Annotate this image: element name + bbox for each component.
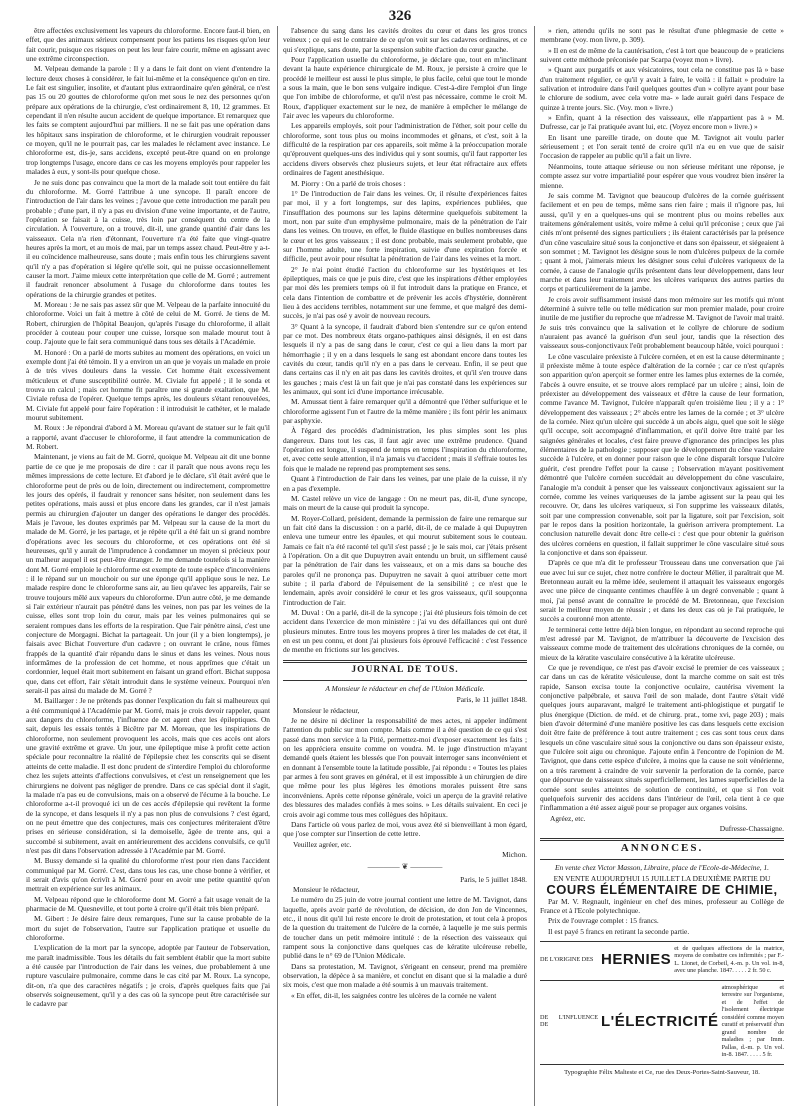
- paragraph: Je ne suis donc pas convaincu que la mort de la malade soit tout entière du fait du chloroforme. M. Gorré l'attribue à une syncope. Il paraît encore de l'introduction de l'air dans les veines ; j'avoue que cette introduction me paraît peu probable ; d'une part, il n'y a pas eu division d'une veine importante, et de l'autre, l'opération se faisait à la cuisse, très loin par conséquent du centre de la circulation. À l'ouverture, on a trouvé, dit-il, une grande quantité d'air dans les vaisseaux. Cela n'a rien d'étonnant, l'ouverture n'a été faite que vingt-quatre heures après la mort, et au mois de mai, par un temps assez chaud. Peut-être y a-t-il eu coïncidence malheureuse, sans doute ; mais enfin tous les chirurgiens savent qu'il n'y a pas d'opération si légère qu'elle soit, qui ne puisse occasionnellement causer la mort. J'aime mieux cette interprétation que celle de M. Gorré ; autrement il faudrait renoncer absolument à l'usage du chloroforme dans toutes les opérations de la chirurgie grandes et petites.: [26, 177, 270, 299]
- paragraph: Je ne désire ni décliner la responsabilité de mes actes, ni appeler indûment l'attention du public sur mon compte. Mais comme il a été question de ce qui s'est passé dans mon service à la Pitié, permettez-moi d'exposer exactement les faits ; on les appréciera ensuite comme on voudra. M. le juge d'instruction m'ayant demandé quels étaient les blessés que l'on pouvait interroger sans inconvénient et en donnant à l'ensemble toute la latitude possible, j'ai répondu : « Toutes les plaies par armes à feu sont graves en général, et il est impossible à un chirurgien de dire que même pour les plus légères les émotions morales puissent être sans inconvéniens. Après cette réponse générale, voici un aperçu de la gravité relative des blessures des malades confiés à mes soins. » Les détails suivaient. En ceci je crois avoir agi comme tous mes collègues des hôpitaux.: [283, 716, 527, 819]
- paragraph: 2° Je n'ai point étudié l'action du chloroforme sur les hystériques et les épileptiques, mais ce que je puis dire, c'est que les inspirations d'éther employées par moi dès les premiers temps où il fut introduit dans la pratique en France, et cela dans l'intention de combattre et de prévenir les accès d'hystérie, donnèrent lieu à des accidens terribles, notamment sur une femme, et que malgré des demi-succès, je n'ai pas osé y avoir de nouveau recours.: [283, 264, 527, 321]
- annonces-title: ANNONCES.: [620, 842, 704, 855]
- column-rule-2: [534, 26, 535, 1106]
- paragraph: 3° Quant à la syncope, il faudrait d'abord bien s'entendre sur ce qu'on entend par ce mot. Des nombreux états organo-pathiques ainsi désignés, il en est dans lesquels il n'y a pas de sang dans le cœur, c'est ce qui a lieu dans la mort par hémorrhagie ; il y en a dans lesquels le sang est abondant encore dans toutes les cavités du cœur, tandis qu'il n'y en a pas dans le cerveau. Enfin, il se peut que dans certains cas il n'y en ait pas dans les cavités droites, et qu'il s'en trouve dans les gauches ; mais c'est là un fait que je n'ai pas constaté dans les expériences sur les animaux, qui sont ici d'une importance irrécusable.: [283, 321, 527, 397]
- page-number: 326: [388, 8, 412, 24]
- annonces-author: Par M. V. Regnault, ingénieur en chef des mines, professeur au Collège de France et à l'Ecole polytechnique.: [540, 896, 784, 915]
- ad-hernies-prefix: DE L'ORIGINE DES: [540, 956, 594, 964]
- ad-electricite-details: atmosphérique et terrestre sur l'organisme, et de l'effet de l'isolement électrique considéré comme moyen curatif et préservatif d'un grand nombre de maladies ; par Imm. Pallas, d.-m. p. Un vol. in-8. 1847. . . . . 5 fr.: [721, 983, 784, 1059]
- annonces-sale-line: EN VENTE AUJOURD'HUI 15 JUILLET LA DEUXIÈME PARTIE DU: [553, 873, 771, 883]
- paragraph: M. Roux : Je répondrai d'abord à M. Moreau qu'avant de statuer sur le fait qu'il a rapporté, avant d'accuser le chloroforme, il faut attendre la communication de M. Robert.: [26, 423, 270, 452]
- letter-body: [283, 716, 527, 838]
- letter-closing: Veuillez agréer, etc.: [293, 839, 352, 849]
- paragraph: » Enfin, quant à la résection des vaisseaux, elle n'appartient pas à » M. Dufresse, car je l'ai pratiquée avant lui, etc. (Voyez encore mon » livre.) »: [540, 113, 784, 132]
- paragraph: être affectées exclusivement les vapeurs du chloroforme. Encore faut-il bien, en effet, que des animaux sérieux compensent pour les patiens les risques qu'on leur fait courir, puisque ces risques on peut les leur faire courir, même en agissant avec une extrême circonspection.: [26, 26, 270, 64]
- paragraph: M. Baillarger : Je ne prétends pas donner l'explication du fait si malheureux qui a été communiqué à l'Académie par M. Gorré, mais je crois devoir rappeler, quant aux dangers du chloroforme, l'influence de cet agent chez les épileptiques. On sait, depuis les essais tentés à Bicêtre par M. Moreau, que les inspirations de chloroforme, non seulement provoquent les accès, mais que ces accès ont alors une gravité extrême et grave. Un jour, une épileptique mise à profit cette action spéciale pour reconnaître la réalité de l'épilepsie chez les conscrits qui se disent atteints de cette maladie. Il est donc prudent de s'interdire l'emploi du chloroforme chez les sujets atteints d'affections convulsives, et c'est un renseignement que les chirurgiens ne doivent pas négliger de prendre. Dans ce cas spécial dont il s'agit, la malade n'a pas eu de convulsions, mais on a observé de l'écume à la bouche. Le chloroforme a-t-il provoqué ici un de ces accès d'épilepsie qui revêtent la forme de la syncope, et dans lesquels il n'y a pas non plus de convulsions ? c'est égard, on ne peut émettre que des conjectures, mais ces conjectures mériteraient d'être prises en sérieuse considération, si la demoiselle, âgée de trente ans, qui a succombé si subitement, avait en antérieurement des accidens convulsifs, ce qu'il n'est pas dit dans l'observation adressée à l'Académie par M. Gorré.: [26, 696, 270, 855]
- paragraph: Je crois avoir suffisamment insisté dans mon mémoire sur les motifs qui m'ont déterminé à suivre telle ou telle médication sur mon premier malade, pour croire inutile de me justifier du reproche que m'adresse M. Tavignot de l'avoir mal traité. Je suis très convaincu que la salivation et le collyre de chlorure de sodium n'auraient pas avancé la guérison d'un seul jour, tandis que la résection des vaisseaux sous-conjonctivaux l'eût probablement beaucoup hâtée, voici pourquoi :: [540, 294, 784, 351]
- paragraph: M. Velpeau demande la parole : Il y a dans le fait dont on vient d'entendre la lecture deux choses à considérer, le fait lui-même et la conséquence qu'on en tire. Le fait est singulier, insolite, et d'autant plus extraordinaire qu'en général, ce n'est pas 15 ou 20 gouttes de chloroforme qu'on met sous le nez des personnes qu'on prépare aux opérations de la chirurgie, c'est ordinairement 8, 10, 12 grammes. Et cependant il n'en résulte aucun accident de quelque importance. Et remarquez que les faits se comptent aujourd'hui par milliers. Il ne se fait pas une opération dans les hôpitaux sans inspiration de chloroforme, et le chirurgien voudrait repousser ce moyen, qu'il ne le pourrait pas, car les malades le réclament avec instance. Le chloroforme est, dis-je, sans accidens, excepté peut-être quand on en prolonge trop longtemps l'usage, encore dans ce cas les moyens employés pour rappeler les malades à eux, y sont-ils pour quelque chose.: [26, 64, 270, 177]
- annonces-price-part: Il est payé 5 francs en retirant la seconde partie.: [548, 926, 690, 936]
- column-rule-1: [277, 26, 278, 1106]
- paragraph: L'explication de la mort par la syncope, adoptée par l'auteur de l'observation, me paraît inadmissible. Tous les détails du fait semblent établir que la mort subite a été causée par l'introduction de l'air dans les veines, due probablement à une rupture vasculaire pulmonaire, comme dans le cas cité par M. Roux. La syncope, dit-on, n'a que des caractères négatifs ; je crois, d'après quelques faits que j'ai observés soigneusement, qu'il y a des cas où la syncope peut être caractérisée sur le cadavre par: [26, 943, 270, 1009]
- printer-imprint: Typographie Félix Malteste et Ce, rue des Deux-Portes-Saint-Sauveur, 18.: [564, 1068, 760, 1076]
- paragraph: M. Moreau : Je ne sais pas assez sûr que M. Velpeau de la parfaite innocuité du chloroforme. Voici un fait à mettre à côté de celui de M. Gorré. Je tiens de M. Robert, chirurgien de l'hôpital Beaujon, qu'après l'usage du chloroforme, il allait procéder à couteau pour couper une cuisse, lorsque son malade mourut tout à coup. J'ajoute que le fait sera communiqué dans tous ses détails à l'Académie.: [26, 299, 270, 347]
- letter-address: A Monsieur le rédacteur en chef de l'Union Médicale.: [325, 684, 485, 694]
- ad-rule-3: [540, 1064, 784, 1065]
- paragraph: l'absence du sang dans les cavités droites du cœur et dans les gros troncs veineux ; ce qui est le contraire de ce qu'on voit sur les cadavres ordinaires, et ce qui s'explique, sans doute, par la suspension subite d'action du cœur gauche.: [283, 26, 527, 54]
- paragraph: À l'égard des procédés d'administration, les plus simples sont les plus dangereux. Dans tout les cas, il faut agir avec une extrême prudence. Quand l'opération est longue, il suspend de temps en temps l'inspiration du chloroforme, et, avec cette seule attention, il n'a jamais vu d'accident ; mais il s'effraie toutes les fois que le malade ne reprend pas promptement ses sens.: [283, 426, 527, 473]
- letter2-body: [283, 895, 527, 1000]
- letter-signature: Michon.: [502, 849, 527, 859]
- paragraph: Néanmoins, toute attaque sérieuse ou non sérieuse méritant une réponse, je compte assez sur votre impartialité pour espérer que vous voudrez bien insérer la mienne.: [540, 161, 784, 190]
- paragraph: M. Gibert : Je désire faire deux remarques, l'une sur la cause probable de la mort du sujet de l'observation, l'autre sur l'application pratique et usuelle du chloroforme.: [26, 914, 270, 942]
- letter-dateline: Paris, le 11 juillet 1848.: [456, 695, 527, 705]
- letter-salutation: Monsieur le rédacteur,: [293, 705, 360, 715]
- paragraph: » Il en est de même de la cautérisation, c'est à tort que beaucoup de » praticiens suivent cette méthode préconisée par Scarpa (voyez mon » livre).: [540, 45, 784, 65]
- letter2-signature: Dufresse-Chassaigne.: [719, 823, 784, 833]
- paragraph: Ce que je revendique, ce n'est pas d'avoir excisé le premier de ces vaisseaux ; car dans un cas de kératite vésiculeuse, dont la marche comme on sait est très rapide, Sanson excisa toute la conjonctive oculaire, cautérisa vivement la conjonctive palpébrale, et sauva l'œil de son malade, dont l'autre s'était vidé quelques jours auparavant, malgré le traitement anti-phlogistique et purgatif le plus énergique (Diction. de méd. et de chirurg. prat., tome xvi, page 203) ; mais bien d'avoir déterminé d'une manière positive les cas dans lesquels cette excision doit être faite de préférence à tout autre traitement ; ces cas sont tous ceux dans lesquels un cône vasculaire situé sous la conjonctive ou dans son épaisseur existe, que l'ulcère soit aigu ou chronique. J'ajoute enfin à l'encontre de l'opinion de M. Tavignot, que dans cette espèce d'ulcère, à moins que la cause ne soit vénérienne, on a très rarement à craindre de voir survenir la perforation de la cornée, parce que dépourvue de vaisseaux situés superficiellement, les lames superficielles de la cornée sont seules atteintes de solution de continuité, et que si l'on voit quelquefois survenir des accidens dans l'intérieur de l'œil, cela tient à ce que l'inflammation a été assez aiguë pour se propager aux organes voisins.: [540, 663, 784, 813]
- paragraph: Je terminerai cette lettre déjà bien longue, en répondant au second reproche qui m'est adressé par M. Tavignot, de m'attribuer la découverte de l'excision des vaisseaux comme mode de traitement des ulcérations chroniques de la cornée, ou mieux de la kératite vasculaire consécutive à la kératite ulcéreuse.: [540, 624, 784, 662]
- section-divider: [283, 660, 527, 663]
- ad-hernies-title: HERNIES: [601, 951, 672, 969]
- ad-hernies: [540, 945, 784, 975]
- paragraph: M. Piorry : On a parlé de trois choses :: [291, 178, 406, 188]
- paragraph: Dans l'article où vous parlez de moi, vous avez été si bienveillant à mon égard, que j'ose compter sur l'insertion de cette lettre.: [283, 819, 527, 839]
- academy-discussion-continued: [283, 26, 527, 655]
- paragraph: Les appareils employés, soit pour l'administration de l'éther, soit pour celle du chloroforme, sont tous plus ou moins incommodes et gênans, et c'est, soit à la difficulté de la respiration par ces appareils, soit même à la préoccupation morale qu'éprouvent quelques-uns des individus qui y sont soumis, qu'il faut rapporter les accidens divers observés chez plusieurs sujets, et leur état réfractaire aux effets ordinaires de l'agent anesthésique.: [283, 121, 527, 178]
- paragraph: « En effet, dit-il, les saignées contre les ulcères de la cornée ne valent: [291, 990, 497, 1000]
- paragraph: M. Honoré : On a parlé de morts subites au moment des opérations, en voici un exemple dont j'ai été témoin. Il y a environ un an que je voyais un malade en proie à de très vives douleurs dans la vessie. Cet homme était excessivement méticuleux et d'une susceptibilité outrée. M. Civiale fut appelé ; il le sonda et trouva un calcul ; mais cet homme fit paraître une si grande exaltation, que M. Civiale refusa de l'opérer. Quelque temps après, les douleurs s'étant renouvelées, M. Civiale fut appelé pour faire l'opération : il introduisit le cathéter, et le malade mourut subitement.: [26, 347, 270, 423]
- paragraph: Maintenant, je viens au fait de M. Gorré, quoique M. Velpeau ait dit une bonne partie de ce que je me proposais de dire : car il paraît que nous avons reçu les mêmes impressions de cette lecture. Et d'abord je le déclare, s'il était avéré que le chloroforme peut de près ou de loin, directement ou indirectement, compromettre les jours des opérés, il faudrait y renoncer sans hésiter, non seulement dans les petites opérations, mais aussi et plus encore dans les grandes, car il n'est jamais permis au chirurgien d'ajouter un danger des opérations le danger des procédés. Mais je l'avoue, les doutes exprimés par M. Velpeau sur la cause de la mort du malade de M. Gorré, je les partage, et je répète qu'il a été fait un si grand nombre d'opérations avec les secours du chloroforme, et ces opérations ont été si heureuses, qu'il y aurait de l'imprudence à condamner un moyen si précieux pour un malheur auquel il est peut-être étranger. Je me demande toutefois si la manière dont M. Gorré emploie le chloroforme est exempte de toute espèce d'inconvéniens : il le répand sur un mouchoir ou sur une éponge qu'il applique sous le nez. Le malade respire donc le chloroforme sans air, au lieu qu'avec les appareils, l'air se trouve toujours mêlé aux vapeurs du chloroforme. D'un autre côté, je me demande si l'air extérieur n'aurait pas pénétré dans les veines, non pas par les veines de la cuisse, elles sont trop loin du cœur, mais par les veines pulmonaires qui se seraient rompues dans les efforts de la respiration. Que l'air pénètre ainsi, c'est une conjecture de Morgagni. Bichat la partageait. Un jour (il y a bien longtemps), je faisais avec Bichat l'ouverture d'un cadavre ; on ouvrant le crâne, nous fûmes frappés de la quantité d'air répandu dans le sinus et dans les veines. Nous nous informâmes de la profession de cet homme, et nous apprîmes que c'était un cordonnier, lequel était mort subitement en faisant un grand effort. Bichat supposa que, dans cet effort, l'air s'était introduit dans le système veineux. Pourquoi n'en serait-il pas ainsi du malade de M. Gorré ?: [26, 452, 270, 696]
- paragraph: M. Duval : On a parlé, dit-il de la syncope ; j'ai été plusieurs fois témoin de cet accident dans l'exercice de mon ministère : j'ai vu des défaillances qui ont duré plusieurs minutes. Entre tous les moyens propres à tirer les malades de cet état, il en est un peu connu, et dont j'ai plusieurs fois éprouvé l'efficacité : c'est l'essence de menthe en frictions sur les gencives.: [283, 607, 527, 655]
- letter2-closing: Agréez, etc.: [550, 813, 586, 823]
- paragraph: M. Bussy demande si la qualité du chloroforme n'est pour rien dans l'accident communiqué par M. Gorré. C'est, dans tous les cas, une chose bonne à vérifier, et il serait d'avis qu'on écrivît à M. Gorré pour en avoir une petite quantité qu'on mettrait en expérience sur les animaux.: [26, 856, 270, 894]
- ad-rule-1: [540, 941, 784, 942]
- paragraph: M. Amussat tient à faire remarquer qu'il a démontré que l'éther sulfurique et le chloroforme agissent l'un et l'autre de la même manière ; ils font périr les animaux par asphyxie.: [283, 397, 527, 426]
- ad-hernies-details: et de quelques affections de la matrice, moyens de combattre ces infirmités ; par F.-L. Lionet, de Corbeil, 4.-m. p. Un vol. in-8, avec une planche. 1847. . . . . 2 fr. 50 c.: [674, 944, 784, 975]
- paragraph: Le numéro du 25 juin de votre journal contient une lettre de M. Tavignot, dans laquelle, après avoir parlé de révolution, de décision, de don Jon de Vincennes, etc., il nous dit qu'il lui reste encore le droit de protestation, et tout cela à propos de la question du traitement de l'ulcère de la cornée, à laquelle je me suis permis de toucher dans un petit mémoire intitulé : de la résection des vaisseaux qui rampent sous la conjonctive dans quelques cas de kératite ulcéreuse rebelle, publié dans le n° 69 de l'Union Médicale.: [283, 895, 527, 961]
- ad-electricite: [540, 984, 784, 1059]
- annonces-divider: [540, 838, 784, 841]
- column-3: [540, 26, 784, 1116]
- paragraph: Quant à l'introduction de l'air dans les veines, par une plaie de la cuisse, il n'y en a pas d'exemple.: [283, 474, 527, 493]
- paragraph: Je sais comme M. Tavignot que beaucoup d'ulcères de la cornée guérissent facilement et en peu de temps, même sans rien faire ; mais il n'ignore pas, lui aussi, qu'il y en a quelques-uns qui se montrent plus ou moins rebelles aux traitemens généralement usités, voire même à celui qu'il préconise ; ceux que j'ai cités m'ont présenté des signes particuliers ; ils étaient caractérisés par la présence d'un cône vasculaire situé sous la conjonctive et dans son épaisseur, et siégeaient à son sommet ; M. Tavignot les désigne sous le nom d'ulcères pulpeux de la cornée ; quant à moi, j'aimerais mieux les désigner sous celui d'ulcères variqueux de la cornée, à cause de l'analogie qu'ils présentent dans leur développement, dans leur marche et dans leur traitement avec les ulcères variqueux des autres parties du corps et particulièrement de la jambe.: [540, 190, 784, 294]
- letter2-salutation: Monsieur le rédacteur,: [293, 884, 360, 894]
- ad-electricite-prefix: DE L'INFLUENCE DE: [540, 1013, 598, 1029]
- paragraph: M. Royer-Collard, président, demande la permission de faire une remarque sur un fait cité dans la discussion : on a parlé, dit-il, de ce malade à qui Dupuytren enleva une tumeur entre les épaules, et qui mourut subitement sous le couteau. Jamais ce fait n'a été raconté tel qu'il s'est passé ; je le sais moi, car j'étais présent à l'opération. On a dit que Dupuytren avait entendu un bruit, un sifflement causé par la pénétration de l'air dans les vaisseaux, et on a mis dans sa bouche des paroles qu'il ne prononça pas. Dupuytren ne savait à quoi attribuer cette mort subite ; il parla d'abord de l'épuisement de la sensibilité ; ce n'est que le lendemain, après avoir considéré le cœur et les gros vaisseaux, qu'il soupçonna l'introduction de l'air.: [283, 513, 527, 607]
- paragraph: En lisant une pareille tirade, on doute que M. Tavignot ait voulu parler sérieusement ; et l'on serait tenté de croire qu'il n'a eu en vue que de saisir l'occasion de rappeler au public qu'il a fait un livre.: [540, 132, 784, 161]
- paragraph: » rien, attendu qu'ils ne sont pas le résultat d'une phlegmasie de cette » membrane (voy. mon livre, p. 309).: [540, 26, 784, 45]
- paragraph: D'après ce que m'a dit le professeur Trousseau dans une conversation que j'ai eue avec lui sur ce sujet, chez notre confrère le docteur Mélier, il paraîtrait que M. Bretonneau aurait eu la même idée, seulement il attaquait les vaisseaux engorgés avec une pièce de cinquante centimes chauffée à un degré convenable ; quant à moi, j'ai pensé avant de connaître le procédé de M. Bretonneau, que l'excision serait le meilleur moyen de réussir ; et dans les deux cas où je l'ai pratiquée, le succès a couronné mon attente.: [540, 558, 784, 624]
- title-rule: [283, 680, 527, 681]
- column-1: [26, 26, 270, 1116]
- column-2: [283, 26, 527, 1116]
- ad-electricite-title: L'ÉLECTRICITÉ: [601, 1012, 719, 1030]
- paragraph: Dans sa protestation, M. Tavignot, s'érigeant en censeur, prend ma première observation, la dépèce à sa manière, et conclut en disant que si la maladie a duré six mois, c'est que mon malade a été soumis à un mauvais traitement.: [283, 961, 527, 990]
- separator-flourish: ———— ❦ ————: [367, 862, 443, 872]
- annonces-price-complete: Prix de l'ouvrage complet : 15 francs.: [548, 916, 659, 926]
- paragraph: 1° De l'introduction de l'air dans les veines. Or, il résulte d'expériences faites par moi, il y a fort longtemps, sur des lapins, expériences publiées, que l'insufflation des poumons sur les lapins détermine quelquefois subitement la mort, non par suite d'un emphysème pulmonaire, mais de la pénétration de l'air dans les veines. On trouve, en effet, le fluide élastique en bulles nombreuses dans le cœur et les gros vaisseaux ; il est donc probable, mais seulement probable, que sur l'homme adulte, une forte inspiration, suivie d'une expiration forcée et difficile, peut avoir pour résultat la pénétration de l'air dans les veines et la mort.: [283, 188, 527, 264]
- ad-rule-2: [540, 980, 784, 981]
- annonces-book-title: COURS ÉLÉMENTAIRE DE CHIMIE,: [546, 882, 778, 898]
- annonces-publisher: En vente chez Victor Masson, Libraire, place de l'Ecole-de-Médecine, 1.: [555, 862, 769, 872]
- journal-title: JOURNAL DE TOUS.: [351, 664, 459, 675]
- letter2-dateline: Paris, le 5 juillet 1848.: [460, 874, 527, 884]
- annonces-rule: [540, 859, 784, 860]
- paragraph: Pour l'application usuelle du chloroforme, je déclare que, tout en m'inclinant devant la haute expérience chirurgicale de M. Roux, je persiste à croire que le procédé le meilleur est aussi le plus simple, le plus facile, celui que tout le monde a sous la main, que le bon sens vulgaire indique. C'est-à-dire l'emploi d'un linge que l'on imbibe de chloroforme, et qu'il n'est pas nécessaire, comme le croit M. Roux, d'appliquer exactement sur le nez, de manière à empêcher le mélange de l'air avec les vapeurs du chloroforme.: [283, 55, 527, 121]
- paragraph: Le cône vasculaire préexiste à l'ulcère cornéen, et en est la cause déterminante ; il préexiste même à toute espèce d'altération de la cornée ; car ce n'est qu'après son apparition qu'on aperçoit se former entre les lames plus externes de la cornée, l'abcès à ouvre ensuite, et se trouve alors remplacé par un ulcère ; ainsi, loin de préexister au développement des vaisseaux et d'être la cause de leur formation, comme l'avance M. Tavignot, l'ulcère n'apparaît qu'en troisième lieu ; il y a : 1° développement des vaisseaux ; 2° abcès entre les lames de la cornée ; et 3° ulcère de la cornée. Niez qu'un ulcère qui succède à un abcès aigu, quel que soit le siège qu'il occupe, soit accompagné d'inflammation, et qu'il doive être traité par les saignées générales et locales, c'est faire preuve d'ignorance des principes les plus élémentaires de la pathologie ; supposer que le développement du cône vasculaire succède à l'ulcère, et en donner pour raison que le cône disparaît lorsque l'ulcère guérit, c'est prendre l'effet pour la cause ; l'observation m'ayant positivement démontré que l'ulcère cornéen succédait au développement du cône vasculaire, l'analogie m'a conduit à penser que les vaisseaux conjonctivaux agissaient sur la cornée, comme les veines variqueuses de la jambe agissent sur la peau qui les recouvre. Or, dans les ulcères variqueux, si l'on supprime les vaisseaux dilatés, soit par une compression convenable, soit par la ligature, soit par l'excision, soit par le repos dans la position horizontale, la guérison arrivera promptement. La conclusion naturelle devait donc être celle-ci : c'est que pour obtenir la guérison des ulcères cornéens en question, il fallait supprimer le cône vasculaire situé sous la conjonctive et dans son épaisseur.: [540, 351, 784, 557]
- letter2-continued: [540, 26, 784, 813]
- paragraph: » Quant aux purgatifs et aux vésicatoires, tout cela ne constitue pas là » base d'un traitement régulier, ce qu'il y avait à faire, le voilà : il fallait » produire la salivation et introduire dans l'œil quelques gouttes d'un » collyre ayant pour base le chlorure de sodium, avec cela votre ma- » lade aurait guéri dans l'espace de quinze à trente jours. Sic. (Voy. mon » livre.): [540, 65, 784, 112]
- paragraph: M. Castel relève un vice de langage : On ne meurt pas, dit-il, d'une syncope, mais on meurt de la cause qui produit la syncope.: [283, 493, 527, 513]
- paragraph: M. Velpeau répond que le chloroforme dont M. Gorré a fait usage venait de la pharmacie de M. Quesneville, et tout porte à croire qu'il était très bien préparé.: [26, 894, 270, 913]
